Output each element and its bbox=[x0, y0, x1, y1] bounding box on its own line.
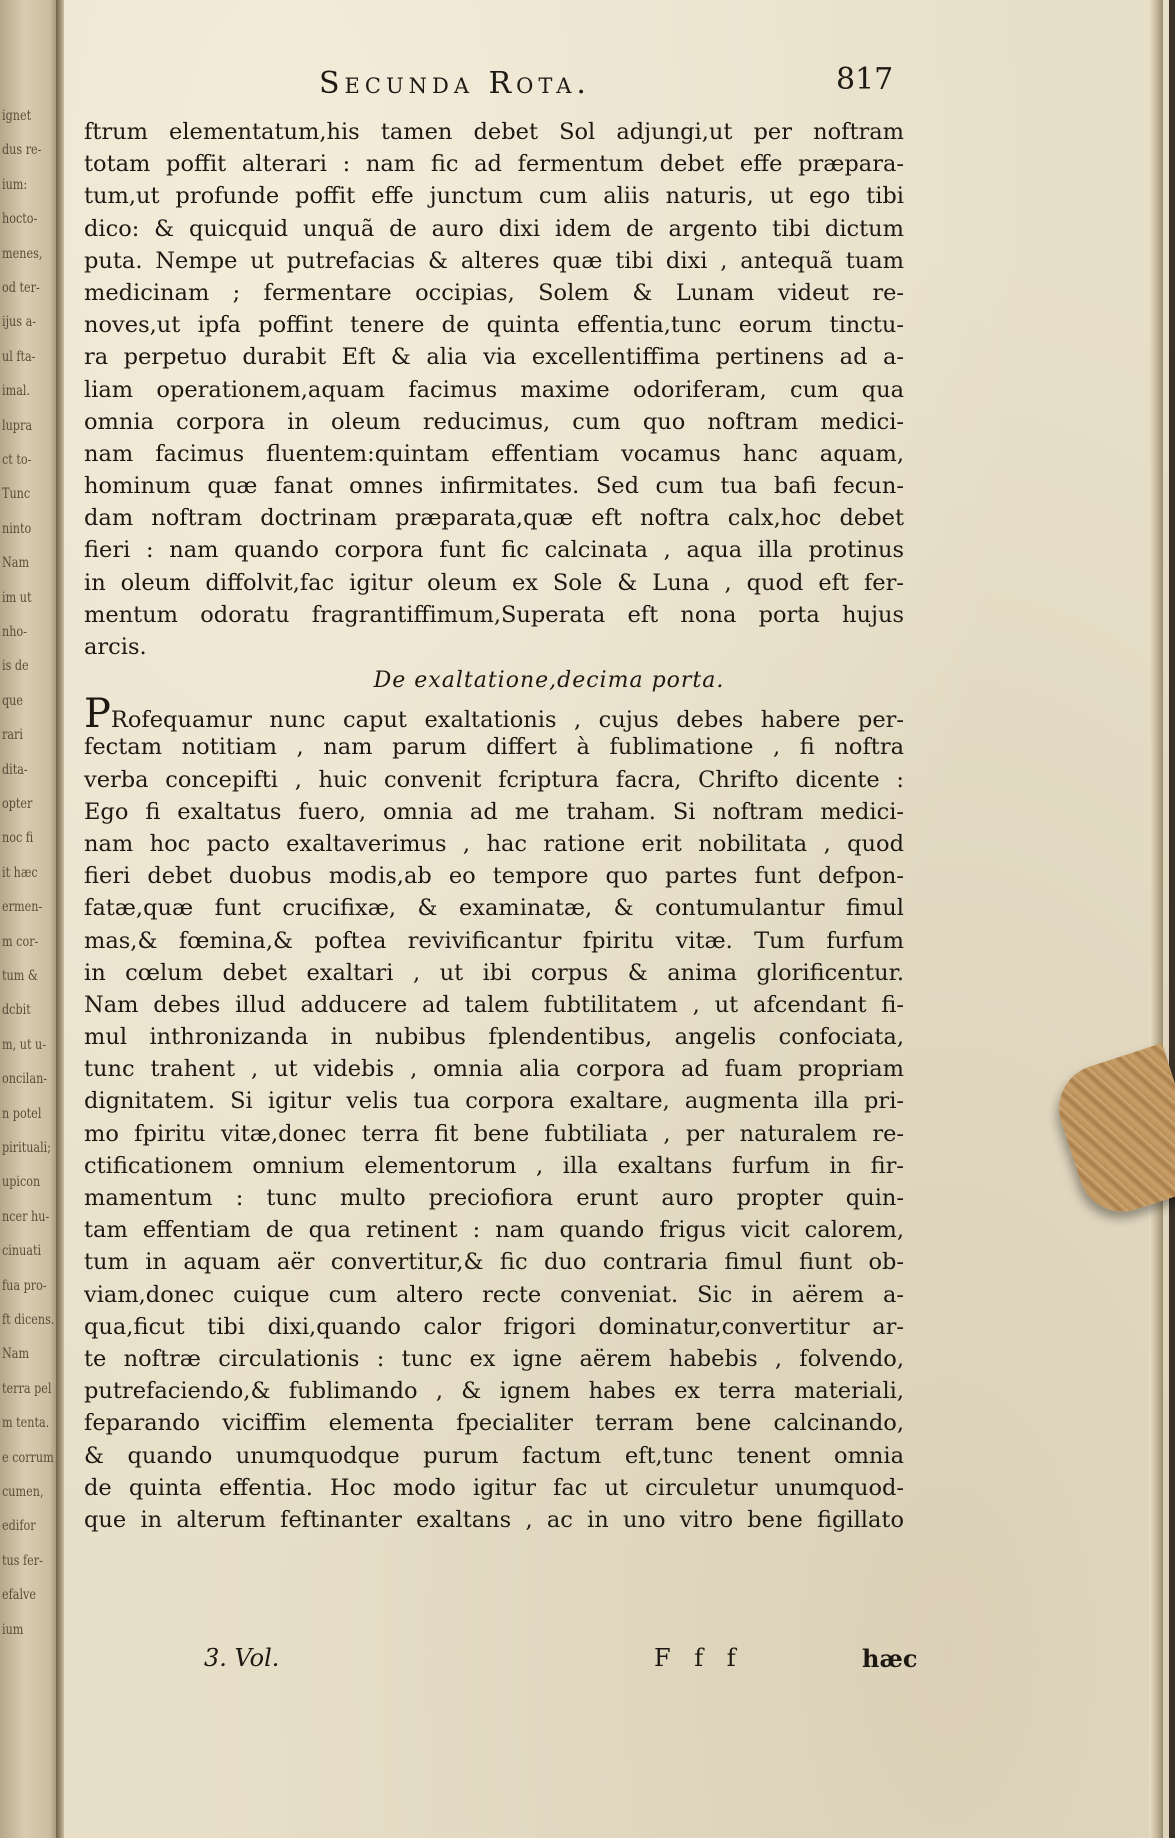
left-page-fragment: terra pel bbox=[2, 1380, 52, 1397]
text-line: dignitatem. Si igitur velis tua corpora exaltare, augmenta illa pri- bbox=[84, 1088, 904, 1115]
text-line: noves,ut ipfa poffint tenere de quinta effentia,tunc eorum tinctu- bbox=[84, 312, 904, 339]
left-page-fragment: ermen- bbox=[2, 899, 43, 916]
text-line: omnia corpora in oleum reducimus, cum quo noftram medici- bbox=[84, 408, 904, 435]
gathering-mark: F f f bbox=[654, 1644, 744, 1672]
left-page-fragment: it hæc bbox=[2, 864, 38, 881]
left-page-fragment: m cor- bbox=[2, 933, 39, 950]
text-line: mamentum : tunc multo preciofiora erunt auro propter quin- bbox=[84, 1185, 904, 1211]
text-line: in cœlum debet exaltari , ut ibi corpus & anima glorificentur. bbox=[84, 959, 904, 986]
left-page-fragment: fua pro- bbox=[2, 1277, 47, 1294]
page-number: 817 bbox=[836, 62, 894, 97]
text-line: fectam notitiam , nam parum differt à fublimatione , fi noftra bbox=[84, 734, 904, 761]
text-line: puta. Nempe ut putrefacias & alteres quæ tibi dixi , antequã tuam bbox=[84, 247, 904, 274]
left-page-fragment: efalve bbox=[2, 1587, 36, 1604]
left-page-fragment: Nam bbox=[2, 1346, 30, 1363]
left-page-fragment: menes, bbox=[2, 245, 43, 262]
text-line: mo fpiritu vitæ,donec terra fit bene fubtiliata , per naturalem re- bbox=[84, 1120, 904, 1147]
text-line: te noftræ circulationis : tunc ex igne aërem habebis , folvendo, bbox=[84, 1345, 904, 1372]
text-line: dam noftram doctrinam præparata,quæ eft noftra calx,hoc debet bbox=[84, 505, 904, 532]
text-line: fieri : nam quando corpora funt fic calcinata , aqua illa protinus bbox=[84, 537, 904, 564]
left-page-fragment: rari bbox=[2, 727, 23, 744]
text-line: ftrum elementatum,his tamen debet Sol adjungi,ut per noftram bbox=[84, 119, 904, 145]
text-line: feparando viciffim elementa fpecialiter terram bene calcinando, bbox=[84, 1410, 904, 1437]
left-page-fragment: edifor bbox=[2, 1518, 36, 1535]
left-page-fragment: tum & bbox=[2, 968, 38, 984]
book-page bbox=[64, 0, 1169, 1838]
text-line: ctificationem omnium elementorum , illa exaltans furfum in fir- bbox=[84, 1152, 904, 1179]
left-page-fragment: ignet bbox=[2, 108, 32, 124]
left-page-fragment: ul fta- bbox=[2, 348, 36, 365]
text-line: nam facimus fluentem:quintam effentiam vocamus hanc aquam, bbox=[84, 440, 904, 467]
text-line: fieri debet duobus modis,ab eo tempore quo partes funt defpon- bbox=[84, 863, 904, 890]
text-line: qua,ficut tibi dixi,quando calor frigori dominatur,convertitur ar- bbox=[84, 1313, 904, 1340]
left-page-edge bbox=[0, 0, 62, 1838]
left-page-fragment: oncilan- bbox=[2, 1071, 48, 1088]
left-page-fragment: dita- bbox=[2, 761, 28, 778]
text-line: tunc trahent , ut videbis , omnia alia corpora ad fuam propriam bbox=[84, 1056, 904, 1083]
text-line: PRofequamur nunc caput exaltationis , cujus debes habere per- bbox=[84, 691, 904, 738]
paragraph-one bbox=[84, 116, 904, 663]
left-page-fragment: ft dicens. bbox=[2, 1312, 55, 1328]
left-page-fragment: Tunc bbox=[2, 486, 31, 503]
text-line: arcis. bbox=[84, 634, 147, 660]
left-page-fragment: ijus a- bbox=[2, 314, 37, 331]
text-line: ra perpetuo durabit Eft & alia via excellentiffima pertinens ad a- bbox=[84, 344, 904, 371]
left-page-fragment: cinuati bbox=[2, 1243, 42, 1260]
text-line: hominum quæ fanat omnes infirmitates. Sed cum tua bafi fecun- bbox=[84, 473, 904, 500]
text-line: viam,donec cuique cum altero recte conveniat. Sic in aërem a- bbox=[84, 1281, 904, 1308]
text-line: que in alterum feftinanter exaltans , ac in uno vitro bene figillato bbox=[84, 1506, 904, 1533]
text-line: putrefaciendo,& fublimando , & ignem habes ex terra materiali, bbox=[84, 1378, 904, 1405]
left-page-fragment: que bbox=[2, 692, 24, 709]
left-page-fragment: tus fer- bbox=[2, 1552, 43, 1569]
text-line: verba concepifti , huic convenit fcriptura facra, Chrifto dicente : bbox=[84, 766, 904, 793]
page-footer bbox=[84, 1644, 918, 1680]
text-line: tum,ut profunde poffit effe junctum cum aliis naturis, ut ego tibi bbox=[84, 183, 904, 210]
body-text bbox=[84, 116, 904, 1536]
left-page-fragment: m, ut u- bbox=[2, 1036, 47, 1053]
left-page-fragment: im ut bbox=[2, 589, 32, 606]
section-heading: De exaltatione,decima porta. bbox=[373, 668, 725, 694]
left-page-fragment: ium bbox=[2, 1621, 24, 1638]
text-line: tam effentiam de qua retinent : nam quando frigus vicit calorem, bbox=[84, 1217, 904, 1244]
left-page-fragment: imal. bbox=[2, 383, 31, 400]
left-page-fragment: m tenta. bbox=[2, 1415, 50, 1432]
text-line: liam operationem,aquam facimus maxime odoriferam, cum qua bbox=[84, 376, 904, 403]
text-line: tum in aquam aër convertitur,& fic duo contraria fimul fiunt ob- bbox=[84, 1249, 904, 1276]
left-page-fragment: e corrum bbox=[2, 1449, 54, 1466]
page-header bbox=[64, 62, 1169, 108]
text-line: in oleum diffolvit,fac igitur oleum ex Sole & Luna , quod eft fer- bbox=[84, 569, 904, 596]
running-head: Secunda Rota. bbox=[319, 66, 591, 101]
text-line: fatæ,quæ funt crucifixæ, & examinatæ, & contumulantur fimul bbox=[84, 895, 904, 922]
left-page-fragment: n potel bbox=[2, 1105, 42, 1122]
left-page-fragment: ct to- bbox=[2, 452, 32, 468]
text-line: dico: & quicquid unquã de auro dixi idem de argento tibi dictum bbox=[84, 215, 904, 242]
left-page-fragment: dcbit bbox=[2, 1002, 31, 1019]
left-page-fragment: Nam bbox=[2, 555, 30, 572]
text-line: & quando unumquodque purum factum eft,tunc tenent omnia bbox=[84, 1442, 904, 1469]
left-page-fragment: pirituali; bbox=[2, 1140, 52, 1156]
left-page-fragment: dus re- bbox=[2, 142, 42, 159]
paragraph-two bbox=[84, 691, 904, 1536]
text-line: de quinta effentia. Hoc modo igitur fac ut circuletur unumquod- bbox=[84, 1474, 904, 1501]
left-page-fragment: noc fi bbox=[2, 830, 34, 847]
left-page-fragment: ium: bbox=[2, 176, 28, 193]
left-page-fragment: cumen, bbox=[2, 1484, 44, 1500]
text-line: mul inthronizanda in nubibus fplendentibus, angelis confociata, bbox=[84, 1024, 904, 1051]
volume-signature: 3. Vol. bbox=[204, 1644, 280, 1672]
left-page-fragment: nho- bbox=[2, 624, 27, 640]
left-page-fragment: hocto- bbox=[2, 211, 38, 228]
text-line: medicinam ; fermentare occipias, Solem & Lunam videut re- bbox=[84, 279, 904, 306]
left-page-fragment: is de bbox=[2, 658, 29, 675]
text-line: Nam debes illud adducere ad talem fubtilitatem , ut afcendant fi- bbox=[84, 991, 904, 1018]
left-page-fragment: ninto bbox=[2, 520, 32, 537]
text-line: totam poffit alterari : nam fic ad fermentum debet effe præpara- bbox=[84, 151, 904, 178]
left-page-fragment: ncer hu- bbox=[2, 1208, 50, 1225]
catchword: hæc bbox=[862, 1644, 918, 1673]
page-edge bbox=[1149, 0, 1163, 1838]
left-page-fragment: od ter- bbox=[2, 280, 40, 296]
left-page-fragment: opter bbox=[2, 796, 33, 812]
text-line: mas,& fœmina,& poftea revivificantur fpiritu vitæ. Tum furfum bbox=[84, 927, 904, 954]
text-line: Ego fi exaltatus fuero, omnia ad me traham. Si noftram medici- bbox=[84, 798, 904, 825]
text-line: nam hoc pacto exaltaverimus , hac ratione erit nobilitata , quod bbox=[84, 830, 904, 857]
text-line: mentum odoratu fragrantiffimum,Superata eft nona porta hujus bbox=[84, 601, 904, 628]
left-page-fragment: lupra bbox=[2, 417, 32, 434]
left-page-fragment: upicon bbox=[2, 1174, 41, 1191]
